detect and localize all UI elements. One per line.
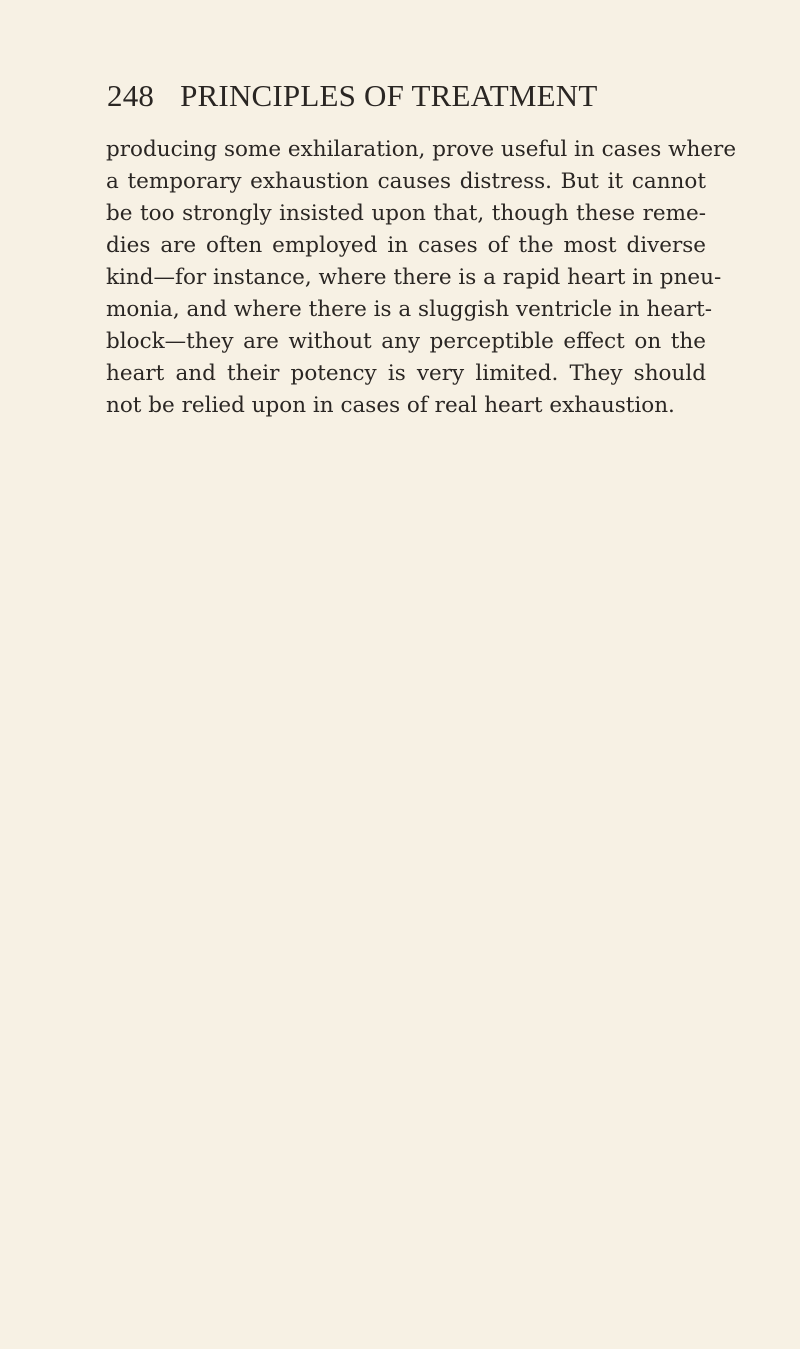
running-head	[107, 78, 667, 118]
text-line: heart and their potency is very limited. They should	[106, 361, 706, 386]
text-line: block—they are without any perceptible effect on the	[106, 329, 706, 354]
text-line: a temporary exhaustion causes distress. But it cannot	[106, 169, 706, 194]
page-number: 248	[107, 78, 155, 113]
body-paragraph	[106, 134, 737, 422]
text-line: monia, and where there is a sluggish ventricle in heart-	[106, 297, 713, 322]
text-line: producing some exhilaration, prove useful in cases where	[106, 137, 737, 162]
text-line: be too strongly insisted upon that, though these reme-	[106, 201, 706, 226]
text-line: kind—for instance, where there is a rapid heart in pneu-	[106, 265, 722, 290]
text-line: dies are often employed in cases of the most diverse	[106, 233, 706, 258]
text-line: not be relied upon in cases of real heart exhaustion.	[106, 393, 675, 418]
running-head-title: PRINCIPLES OF TREATMENT	[180, 78, 598, 113]
